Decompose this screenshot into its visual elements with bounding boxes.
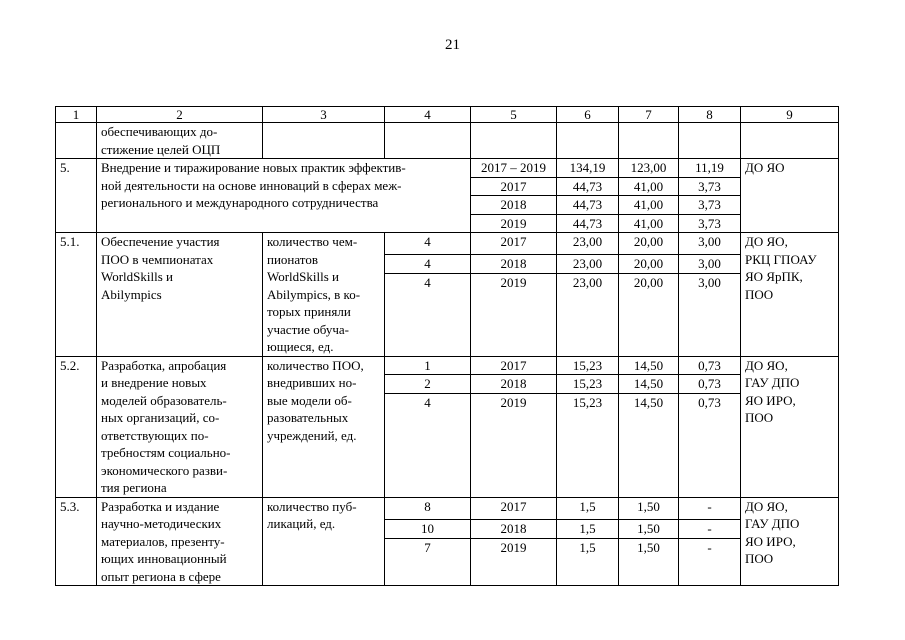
value-cell: 3,00 bbox=[679, 273, 741, 356]
value-cell: 3,00 bbox=[679, 233, 741, 255]
indicator-value: 8 bbox=[385, 497, 471, 520]
value-cell: - bbox=[679, 538, 741, 585]
value-cell: 23,00 bbox=[557, 273, 619, 356]
value-cell: 11,19 bbox=[679, 159, 741, 178]
year-cell: 2019 bbox=[471, 393, 557, 497]
year-cell: 2018 bbox=[471, 196, 557, 215]
indicator-value: 4 bbox=[385, 255, 471, 274]
value-cell: - bbox=[679, 497, 741, 520]
year-cell: 2018 bbox=[471, 375, 557, 394]
header-cell: 9 bbox=[741, 107, 839, 123]
table-row-5-2 bbox=[56, 356, 839, 375]
value-cell: 15,23 bbox=[557, 356, 619, 375]
value-cell: 14,50 bbox=[619, 375, 679, 394]
activity-cell: Обеспечение участия ПОО в чемпионатах WorldSkills и Abilympics bbox=[97, 233, 263, 357]
value-cell: 1,50 bbox=[619, 520, 679, 539]
value-cell: 41,00 bbox=[619, 214, 679, 233]
value-cell: - bbox=[679, 520, 741, 539]
row-number: 5.1. bbox=[56, 233, 97, 357]
table-row-5-3 bbox=[56, 497, 839, 520]
row-number: 5.3. bbox=[56, 497, 97, 586]
table-row-5 bbox=[56, 159, 839, 178]
year-cell: 2018 bbox=[471, 255, 557, 274]
year-cell: 2017 bbox=[471, 356, 557, 375]
value-cell: 0,73 bbox=[679, 393, 741, 497]
year-cell: 2019 bbox=[471, 214, 557, 233]
value-cell: 20,00 bbox=[619, 255, 679, 274]
value-cell: 1,5 bbox=[557, 538, 619, 585]
indicator-cell: количество ПОО, внедривших но- вые модели об- разовательных учреждений, ед. bbox=[263, 356, 385, 497]
activity-cell: Разработка и издание научно-методических материалов, презенту- ющих инновационный опыт региона в сфере bbox=[97, 497, 263, 586]
page-number: 21 bbox=[445, 37, 460, 53]
year-cell: 2018 bbox=[471, 520, 557, 539]
value-cell: 3,73 bbox=[679, 196, 741, 215]
header-cell: 3 bbox=[263, 107, 385, 123]
value-cell: 3,73 bbox=[679, 214, 741, 233]
indicator-value: 10 bbox=[385, 520, 471, 539]
activity-cell: обеспечивающих до- стижение целей ОЦП bbox=[97, 123, 263, 159]
value-cell: 14,50 bbox=[619, 356, 679, 375]
value-cell: 14,50 bbox=[619, 393, 679, 497]
value-cell: 123,00 bbox=[619, 159, 679, 178]
executor-cell: ДО ЯО, РКЦ ГПОАУ ЯО ЯрПК, ПОО bbox=[741, 233, 839, 357]
executor-cell: ДО ЯО, ГАУ ДПО ЯО ИРО, ПОО bbox=[741, 356, 839, 497]
value-cell: 41,00 bbox=[619, 177, 679, 196]
executor-cell: ДО ЯО bbox=[741, 159, 839, 233]
table-row-5-1 bbox=[56, 233, 839, 255]
value-cell: 44,73 bbox=[557, 196, 619, 215]
executor-cell: ДО ЯО, ГАУ ДПО ЯО ИРО, ПОО bbox=[741, 497, 839, 586]
indicator-value: 4 bbox=[385, 233, 471, 255]
year-cell: 2019 bbox=[471, 273, 557, 356]
year-cell: 2019 bbox=[471, 538, 557, 585]
year-cell: 2017 – 2019 bbox=[471, 159, 557, 178]
value-cell: 1,5 bbox=[557, 520, 619, 539]
header-cell: 1 bbox=[56, 107, 97, 123]
header-cell: 7 bbox=[619, 107, 679, 123]
value-cell: 0,73 bbox=[679, 356, 741, 375]
activity-cell: Разработка, апробация и внедрение новых моделей образователь- ных организаций, со- ответствующих по- требностям социально- экономического разви- тия региона bbox=[97, 356, 263, 497]
program-table bbox=[55, 106, 839, 586]
value-cell: 3,00 bbox=[679, 255, 741, 274]
table-row-continuation bbox=[56, 123, 839, 159]
indicator-value: 7 bbox=[385, 538, 471, 585]
row-number: 5.2. bbox=[56, 356, 97, 497]
indicator-cell: количество чем- пионатов WorldSkills и Abilympics, в ко- торых приняли участие обуча- ющиеся, ед. bbox=[263, 233, 385, 357]
value-cell: 0,73 bbox=[679, 375, 741, 394]
value-cell: 20,00 bbox=[619, 233, 679, 255]
indicator-value: 1 bbox=[385, 356, 471, 375]
value-cell: 44,73 bbox=[557, 177, 619, 196]
activity-cell: Внедрение и тиражирование новых практик эффектив- ной деятельности на основе инноваций в сферах меж- регионального и международного сотрудничества bbox=[97, 159, 471, 233]
value-cell: 20,00 bbox=[619, 273, 679, 356]
value-cell: 44,73 bbox=[557, 214, 619, 233]
value-cell: 3,73 bbox=[679, 177, 741, 196]
header-cell: 8 bbox=[679, 107, 741, 123]
header-cell: 5 bbox=[471, 107, 557, 123]
year-cell: 2017 bbox=[471, 233, 557, 255]
indicator-value: 4 bbox=[385, 273, 471, 356]
row-number: 5. bbox=[56, 159, 97, 233]
year-cell: 2017 bbox=[471, 497, 557, 520]
value-cell: 1,50 bbox=[619, 538, 679, 585]
header-cell: 6 bbox=[557, 107, 619, 123]
value-cell: 1,5 bbox=[557, 497, 619, 520]
value-cell: 1,50 bbox=[619, 497, 679, 520]
value-cell: 15,23 bbox=[557, 375, 619, 394]
value-cell: 23,00 bbox=[557, 233, 619, 255]
indicator-cell: количество пуб- ликаций, ед. bbox=[263, 497, 385, 586]
value-cell: 41,00 bbox=[619, 196, 679, 215]
header-cell: 2 bbox=[97, 107, 263, 123]
year-cell: 2017 bbox=[471, 177, 557, 196]
header-row bbox=[56, 107, 839, 123]
value-cell: 23,00 bbox=[557, 255, 619, 274]
header-cell: 4 bbox=[385, 107, 471, 123]
indicator-value: 4 bbox=[385, 393, 471, 497]
value-cell: 15,23 bbox=[557, 393, 619, 497]
value-cell: 134,19 bbox=[557, 159, 619, 178]
indicator-value: 2 bbox=[385, 375, 471, 394]
